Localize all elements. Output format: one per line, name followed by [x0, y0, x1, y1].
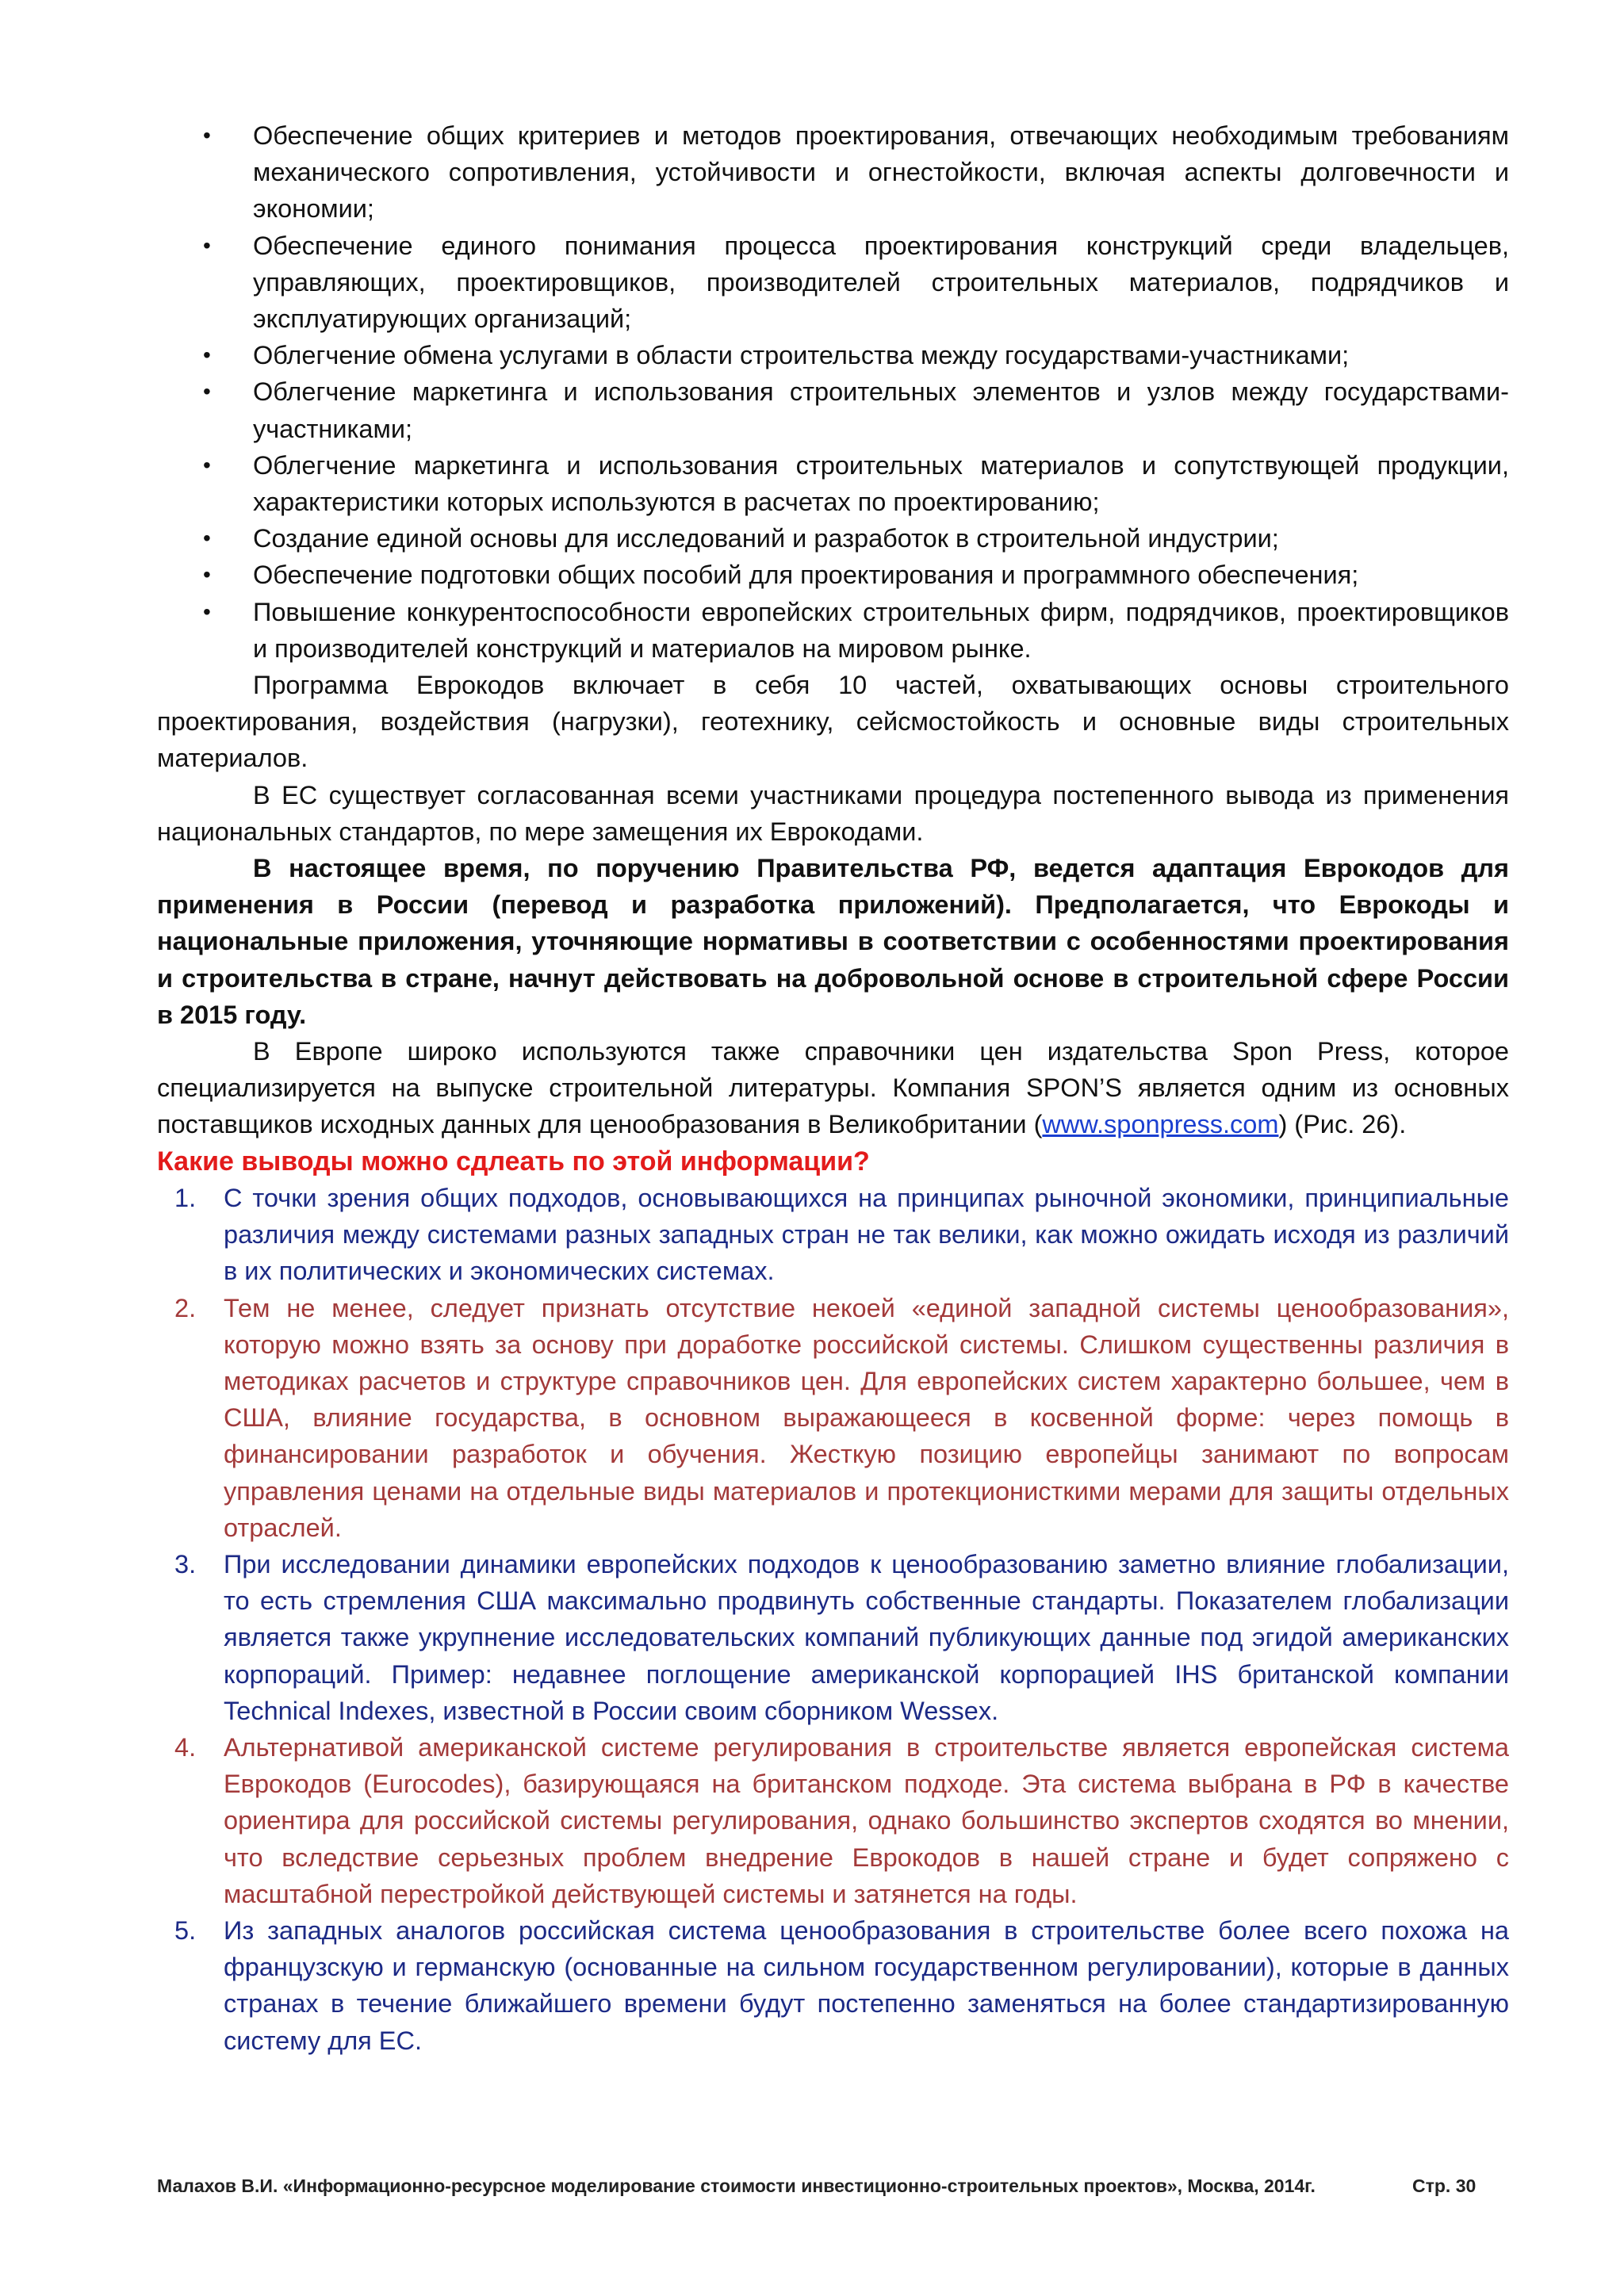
- list-item: 1. С точки зрения общих подходов, основывающихся на принципах рыночной экономики, принципиальные различия между системами разных западных стран не так велики, как можно ожидать исходя из различий в их политических и экономических системах.: [157, 1180, 1509, 1290]
- item-number: 4.: [174, 1732, 197, 1762]
- item-number: 1.: [174, 1183, 197, 1212]
- list-item: • Обеспечение общих критериев и методов проектирования, отвечающих необходимым требованиям механического сопротивления, устойчивости и огнестойкости, включая аспекты долговечности и экономии;: [157, 117, 1509, 228]
- paragraph-spon-press: В Европе широко используются также справочники цен издательства Spon Press, которое специализируется на выпуске строительной литературы. Компания SPON’S является одним из основных поставщиков исходных данных для ценообразования в Великобритании (www.sponpress.com) (Рис. 26).: [157, 1037, 1509, 1139]
- list-item: • Повышение конкурентоспособности европейских строительных фирм, подрядчиков, проектировщиков и производителей конструкций и материалов на мировом рынке.: [157, 594, 1509, 667]
- bullet-icon: •: [203, 232, 211, 258]
- bullet-icon: •: [203, 562, 211, 587]
- page-footer: [157, 2175, 1509, 2197]
- list-item: • Облегчение обмена услугами в области строительства между государствами-участниками;: [157, 337, 1509, 373]
- footer-citation: Малахов В.И. «Информационно-ресурсное моделирование стоимости инвестиционно-строительных проектов», Москва, 2014г.: [157, 2175, 1316, 2196]
- paragraph-eurocode-parts: Программа Еврокодов включает в себя 10 частей, охватывающих основы строительного проектирования, воздействия (нагрузки), геотехнику, сейсмостойкость и основные виды строительных материалов.: [157, 671, 1509, 773]
- bullet-icon: •: [203, 599, 211, 624]
- item-number: 3.: [174, 1549, 197, 1578]
- list-item: 2. Тем не менее, следует признать отсутствие некоей «единой западной системы ценообразования», которую можно взять за основу при доработке российской системы. Слишком существенны различия в методиках расчетов и структуре справочников цен. Для европейских систем характерно большее, чем в США, влияние государства, в основном выражающееся в косвенной форме: через помощь в финансировании разработок и обучения. Жесткую позицию европейцы занимают по вопросам управления ценами на отдельные виды материалов и протекционисткими мерами для защиты отдельных отраслей.: [157, 1290, 1509, 1546]
- bullet-icon: •: [203, 452, 211, 477]
- list-item: • Обеспечение подготовки общих пособий для проектирования и программного обеспечения;: [157, 557, 1509, 593]
- bullet-icon: •: [203, 379, 211, 404]
- list-item: • Обеспечение единого понимания процесса проектирования конструкций среди владельцев, управляющих, проектировщиков, производителей строительных материалов, подрядчиков и эксплуатирующих организаций;: [157, 228, 1509, 338]
- bullet-icon: •: [203, 342, 211, 368]
- item-number: 5.: [174, 1915, 197, 1945]
- list-item: • Облегчение маркетинга и использования строительных материалов и сопутствующей продукции, характеристики которых используются в расчетах по проектированию;: [157, 447, 1509, 520]
- list-item: • Создание единой основы для исследований и разработок в строительной индустрии;: [157, 520, 1509, 557]
- question-heading: Какие выводы можно сдлеать по этой информации?: [157, 1146, 870, 1177]
- paragraph-eu-procedure: В ЕС существует согласованная всеми участниками процедура постепенного вывода из применения национальных стандартов, по мере замещения их Еврокодами.: [157, 780, 1509, 846]
- list-item: 3. При исследовании динамики европейских подходов к ценообразованию заметно влияние глобализации, то есть стремления США максимально продвинуть собственные стандарты. Показателем глобализации является также укрупнение исследовательских компаний публикующих данные под эгидой американских корпораций. Пример: недавнее поглощение американской корпорацией IHS британской компании Technical Indexes, известной в России своим сборником Wessex.: [157, 1546, 1509, 1729]
- item-number: 2.: [174, 1293, 197, 1322]
- bullet-list: [157, 117, 1509, 667]
- list-item: 5. Из западных аналогов российская система ценообразования в строительстве более всего похожа на французскую и германскую (основанные на сильном государственном регулировании), которые в данных странах в течение ближайшего времени будут постепенно заменяться на более стандартизированную систему для ЕС.: [157, 1912, 1509, 2059]
- bullet-icon: •: [203, 526, 211, 551]
- page-number: Стр. 30: [1412, 2175, 1477, 2196]
- sponpress-link[interactable]: www.sponpress.com: [1042, 1110, 1279, 1139]
- bullet-icon: •: [203, 123, 211, 147]
- list-item: 4. Альтернативой американской системе регулирования в строительстве является европейская система Еврокодов (Eurocodes), базирующаяся на британском подходе. Эта система выбрана в РФ в качестве ориентира для российской системы регулирования, однако большинство экспертов сходятся во мнении, что вследствие серьезных проблем внедрение Еврокодов в нашей стране и будет сопряжено с масштабной перестройкой действующей системы и затянется на годы.: [157, 1729, 1509, 1912]
- document-page: [157, 117, 1509, 2059]
- paragraph-russia-adaptation: В настоящее время, по поручению Правительства РФ, ведется адаптация Еврокодов для применения в России (перевод и разработка приложений). Предполагается, что Еврокоды и национальные приложения, уточняющие нормативы в соответствии с особенностями проектирования и строительства в стране, начнут действовать на добровольной основе в строительной сфере России в 2015 году.: [157, 854, 1509, 1029]
- list-item: • Облегчение маркетинга и использования строительных элементов и узлов между государствами-участниками;: [157, 373, 1509, 446]
- conclusions-list: [157, 1180, 1509, 2059]
